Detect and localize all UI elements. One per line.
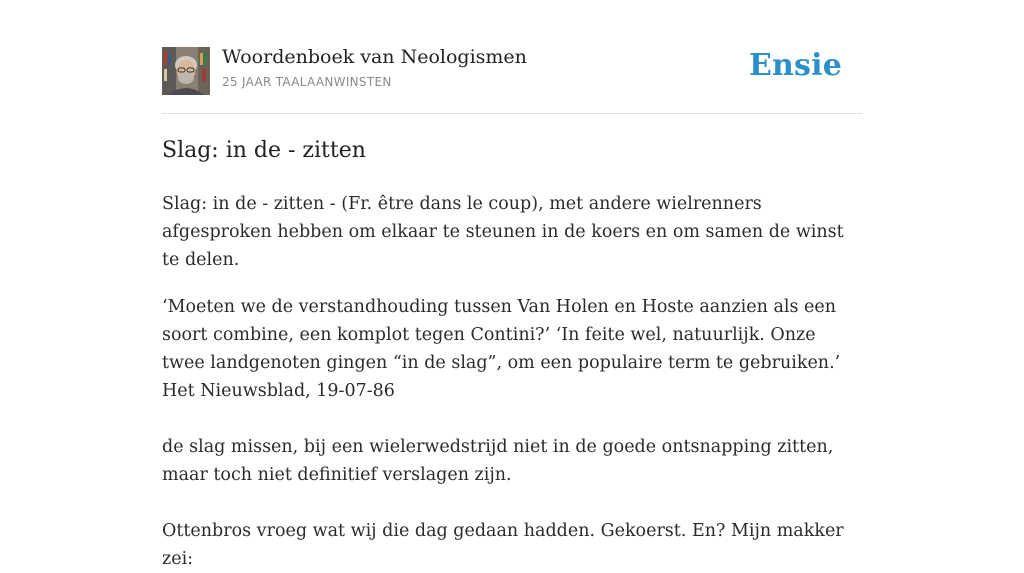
author-avatar[interactable] [162,47,210,95]
author-portrait-icon [162,47,210,95]
entry-title: Slag: in de - zitten [162,138,366,163]
second-sense-paragraph: de slag missen, bij een wielerwedstrijd niet in de goede ontsnapping zitten, maar toch niet definitief verslagen zijn. [162,437,834,485]
site-subtitle: 25 JAAR TAALAANWINSTEN [222,75,392,89]
ensie-logo[interactable]: Ensie [748,48,842,83]
definition-paragraph: Slag: in de - zitten - (Fr. être dans le coup), met andere wielrenners afgesproken hebben om elkaar te steunen in de koers en om samen de winst te delen. [162,194,844,270]
second-citation-paragraph: Ottenbros vroeg wat wij die dag gedaan hadden. Gekoerst. En? Mijn makker zei: [162,521,844,569]
site-header [162,0,862,114]
site-title[interactable]: Woordenboek van Neologismen [222,46,527,68]
content-column [162,0,862,569]
entry-body [162,190,862,573]
citation-paragraph: ‘Moeten we de verstandhouding tussen Van Holen en Hoste aanzien als een soort combine, een komplot tegen Contini?’ ‘In feite wel, natuurlijk. Onze twee landgenoten gingen “in de slag”, om een populaire term te gebruiken.’ Het Nieuwsblad, 19-07-86 [162,297,841,401]
